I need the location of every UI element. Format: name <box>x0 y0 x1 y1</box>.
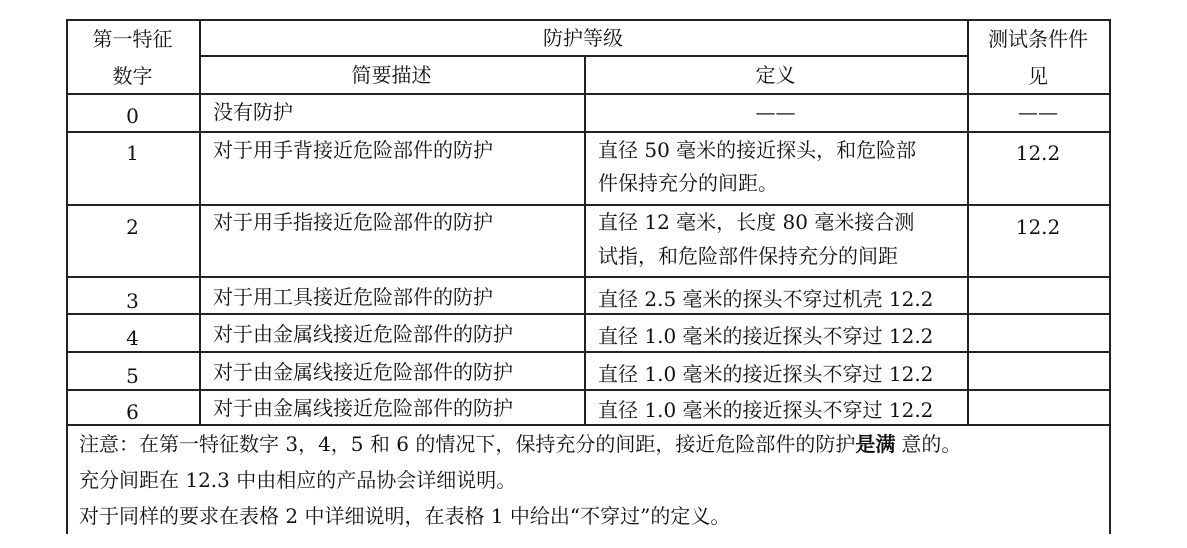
row-brief: 对于由金属线接近危险部件的防护 <box>213 396 513 420</box>
row-brief: 对于由金属线接近危险部件的防护 <box>213 322 513 346</box>
header-test-cell <box>967 24 1109 91</box>
row-definition <box>584 207 967 271</box>
note-text: 意的。 <box>901 432 962 456</box>
row-digit: 3 <box>126 289 139 313</box>
row-digit: 5 <box>126 364 139 388</box>
header-digit-line1: 第一特征 <box>92 27 173 51</box>
header-test-line1: 测试条件件 <box>988 27 1088 51</box>
row-test: 12.2 <box>1015 141 1061 165</box>
row-definition <box>584 135 967 198</box>
row-definition: —— <box>755 100 796 124</box>
table-border-top <box>66 19 1111 21</box>
row-digit: 2 <box>126 215 139 239</box>
row-brief: 对于用手指接近危险部件的防护 <box>213 210 493 234</box>
header-digit-line2: 数字 <box>112 64 153 88</box>
row-line <box>66 389 1111 391</box>
row-definition: 直径 1.0 毫米的接近探头不穿过 12.2 <box>598 362 934 386</box>
row-line <box>66 131 1111 133</box>
row-digit: 4 <box>126 326 139 350</box>
header-brief-description: 简要描述 <box>351 63 432 87</box>
note-line <box>79 429 1109 459</box>
row-digit: 0 <box>126 104 139 128</box>
row-test: 12.2 <box>1015 215 1061 239</box>
row-brief: 对于用手背接近危险部件的防护 <box>213 138 493 162</box>
row-digit: 6 <box>126 400 139 424</box>
row-line <box>66 276 1111 278</box>
row-definition-line: 直径 12 毫米，长度 80 毫米接合测 <box>598 210 915 234</box>
row-line <box>66 351 1111 353</box>
note-line: 对于同样的要求在表格 2 中详细说明，在表格 1 中给出“不穿过”的定义。 <box>79 504 731 528</box>
row-definition-line: 件保持充分的间距。 <box>598 171 778 195</box>
header-group-divider <box>199 55 967 57</box>
row-definition: 直径 2.5 毫米的探头不穿过机壳 12.2 <box>598 287 934 311</box>
row-definition-line: 试指，和危险部件保持充分的间距 <box>598 244 898 268</box>
row-brief: 对于用工具接近危险部件的防护 <box>213 285 493 309</box>
row-brief: 对于由金属线接近危险部件的防护 <box>213 360 513 384</box>
note-text: 注意：在第一特征数字 3，4，5 和 6 的情况下，保持充分的间距，接近危险部件的防护 <box>79 432 856 456</box>
row-definition: 直径 1.0 毫米的接近探头不穿过 12.2 <box>598 324 934 348</box>
header-bottom-line <box>66 93 1111 95</box>
header-test-line2: 见 <box>1028 64 1048 88</box>
table-border-right <box>1109 19 1111 534</box>
row-definition-line: 直径 50 毫米的接近探头，和危险部 <box>598 138 917 162</box>
table-notes <box>66 429 1109 531</box>
header-definition: 定义 <box>755 63 796 87</box>
protection-level-table <box>66 19 1111 534</box>
header-digit-cell <box>66 24 199 91</box>
header-protection-level: 防护等级 <box>543 26 623 50</box>
note-emphasis: 是满 <box>855 432 896 456</box>
row-digit: 1 <box>126 141 139 165</box>
row-line <box>66 204 1111 206</box>
row-test: —— <box>1018 100 1058 124</box>
note-line: 充分间距在 12.3 中由相应的产品协会详细说明。 <box>79 468 517 492</box>
row-definition: 直径 1.0 毫米的接近探头不穿过 12.2 <box>598 398 934 422</box>
row-brief: 没有防护 <box>213 100 293 124</box>
